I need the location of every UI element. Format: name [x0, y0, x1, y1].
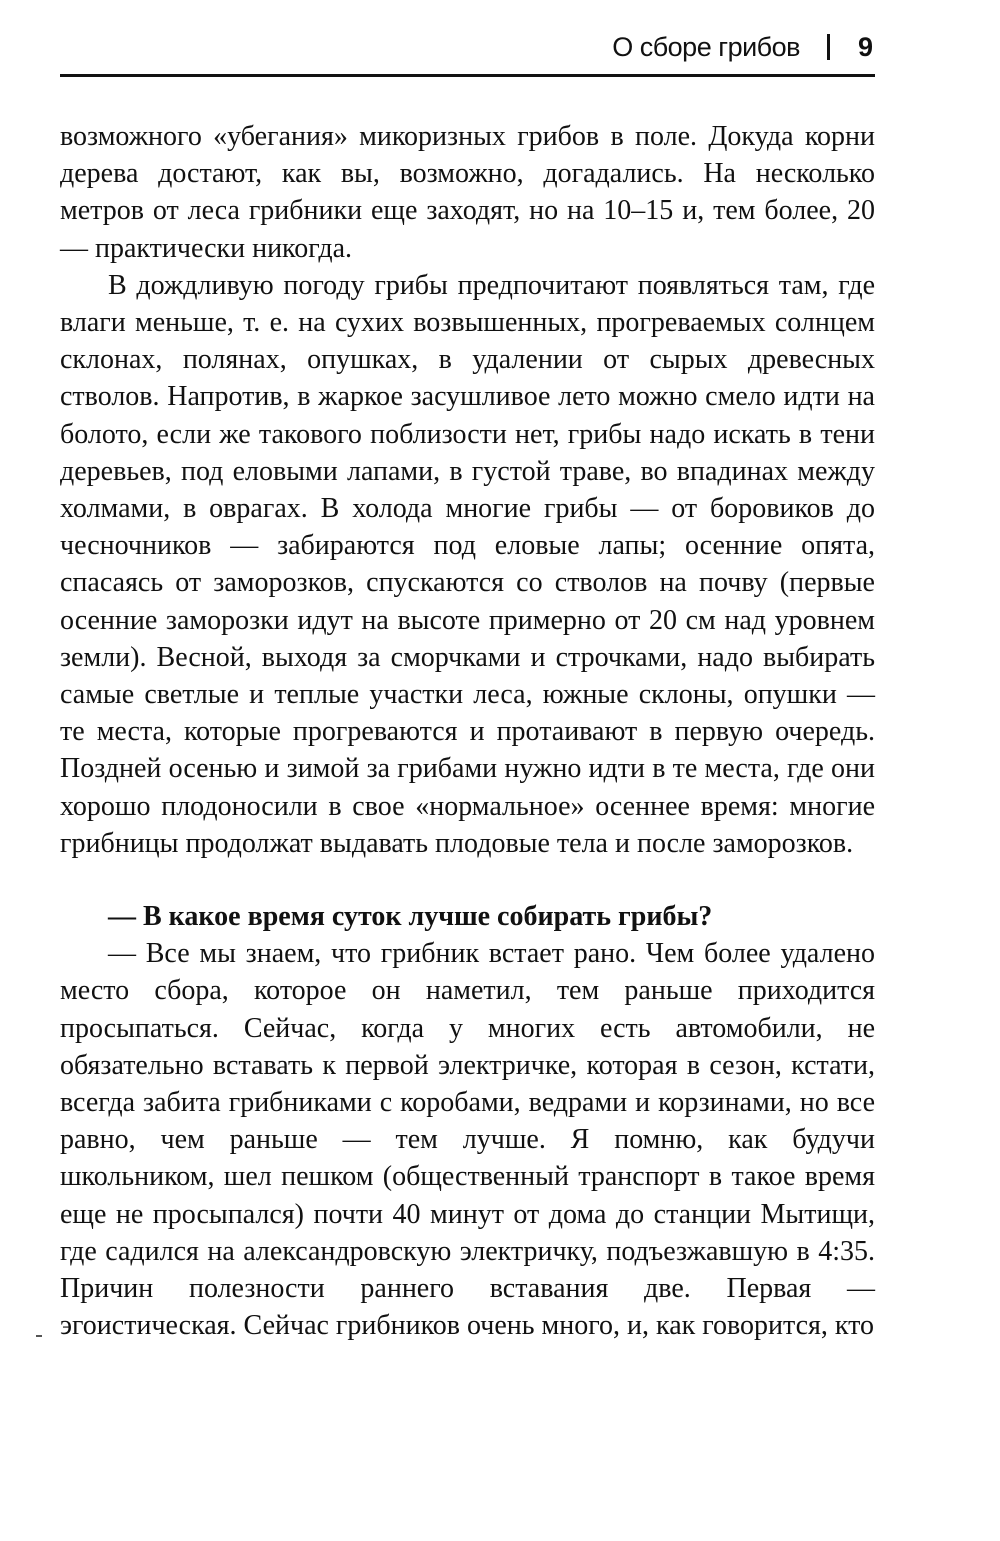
page-number: 9 [857, 32, 873, 62]
section-title: О сборе грибов [612, 32, 800, 62]
paragraph-answer: — Все мы знаем, что грибник встает рано. Чем более удалено место сбора, которое он наметил, тем раньше приходится просыпаться. Сейчас, когда у многих есть автомобили, не обязательно вставать к первой электричке, которая в сезон, кстати, всегда забита грибниками с коробами, ведрами и корзинами, но все равно, чем раньше — тем лучше. Я помню, как будучи школьником, шел пешком (общественный транспорт в такое время еще не просыпался) почти 40 минут от дома до станции Мытищи, где садился на александровскую электричку, подъезжавшую в 4:35. Причин полезности раннего вставания две. Первая — эгоистическая. Сейчас грибников очень много, и, как говорится, кто [60, 938, 875, 1342]
paragraph-continuation: возможного «убегания» микоризных грибов в поле. Докуда корни дерева достают, как вы, возможно, догадались. На несколько метров от леса грибники еще заходят, но на 10–15 и, тем более, 20 — практически никогда. [60, 121, 875, 264]
running-header [60, 28, 875, 77]
body-text [60, 118, 875, 1345]
paragraph-weather: В дождливую погоду грибы предпочитают появляться там, где влаги меньше, т. е. на сухих возвышенных, прогреваемых солнцем склонах, полянах, опушках, в удалении от сырых древесных стволов. Напротив, в жаркое засушливое лето можно смело идти на болото, если же такового поблизости нет, грибы надо искать в тени деревьев, под еловыми лапами, в густой траве, во впадинах между холмами, в оврагах. В холода многие грибы — от боровиков до чесночников — забираются под еловые лапы; осенние опята, спасаясь от заморозков, спускаются со стволов на почву (первые осенние заморозки идут на высоте примерно от 20 см над уровнем земли). Весной, выходя за сморчками и строчками, надо выбирать самые светлые и теплые участки леса, южные склоны, опушки — те места, которые прогреваются и протаивают в первую очередь. Поздней осенью и зимой за грибами нужно идти в те места, где они хорошо плодоносили в свое «нормальное» осеннее время: многие грибницы продолжат выдавать плодовые тела и после заморозков. [60, 269, 875, 859]
header-divider [827, 34, 830, 60]
scan-speck [36, 1335, 42, 1337]
question-heading: — В какое время суток лучше собирать грибы? [108, 901, 713, 933]
